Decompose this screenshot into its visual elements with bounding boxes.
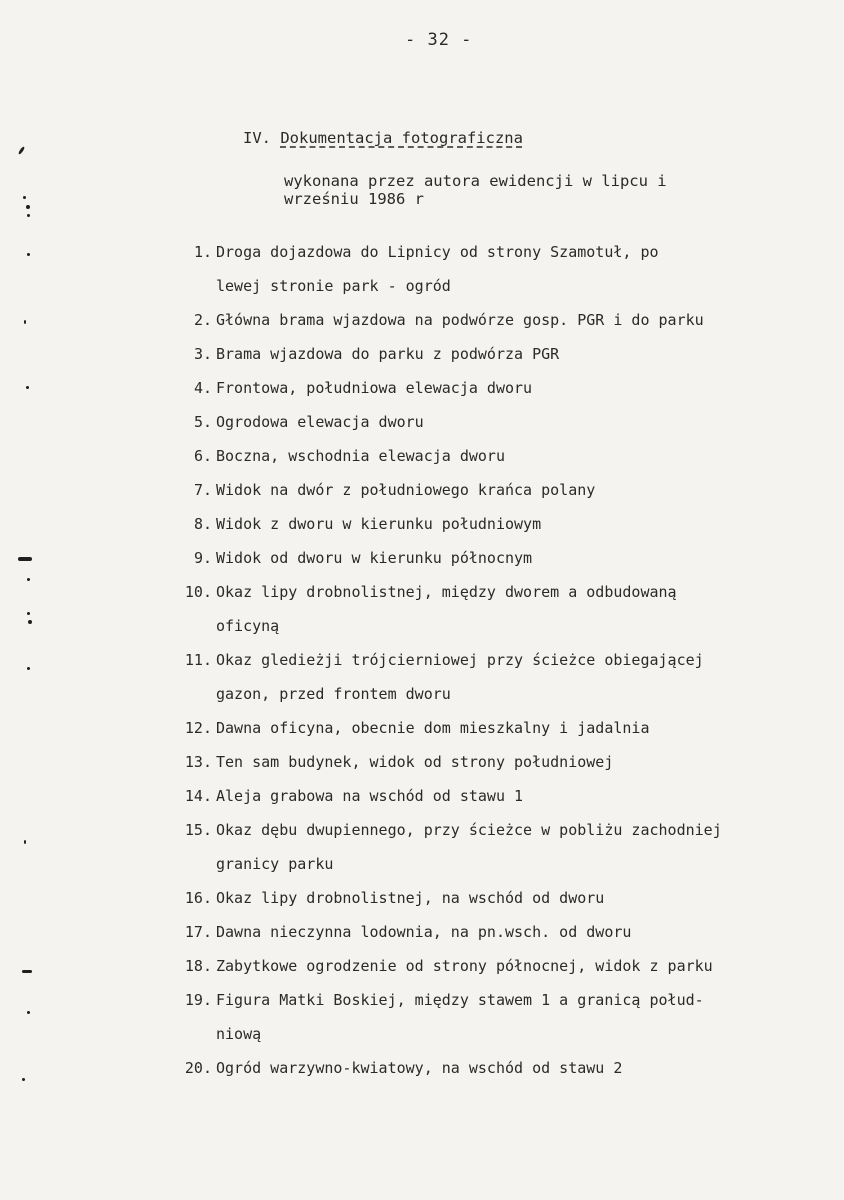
list-item: [172, 923, 631, 941]
item-number: 4.: [193, 379, 212, 397]
scan-mark: [22, 970, 32, 973]
item-text-continuation: granicy parku: [216, 855, 334, 873]
list-item: [172, 481, 595, 499]
scan-mark: [27, 667, 30, 670]
scan-mark: [27, 612, 30, 615]
item-number: 5.: [193, 413, 212, 431]
scan-mark: [22, 1078, 25, 1081]
item-number: 8.: [193, 515, 212, 533]
scan-mark: [24, 320, 26, 324]
item-number: 10.: [184, 583, 212, 601]
item-number: 13.: [184, 753, 212, 771]
list-item: [172, 787, 523, 805]
section-numeral: IV.: [243, 129, 271, 147]
item-text: Dawna oficyna, obecnie dom mieszkalny i jadalnia: [216, 719, 650, 737]
item-text: Główna brama wjazdowa na podwórze gosp. PGR i do parku: [216, 311, 704, 329]
list-item: [172, 379, 532, 397]
item-text: Okaz dębu dwupiennego, przy ścieżce w pobliżu zachodniej: [216, 821, 722, 839]
scan-mark: [27, 578, 30, 581]
item-text: Figura Matki Boskiej, między stawem 1 a granicą połud-: [216, 991, 704, 1009]
scan-mark: [24, 840, 26, 844]
list-item: [172, 243, 659, 261]
list-item: [172, 549, 532, 567]
list-item: [172, 1059, 622, 1077]
item-number: 11.: [184, 651, 212, 669]
list-item: [172, 889, 604, 907]
list-item: [172, 413, 424, 431]
item-number: 17.: [184, 923, 212, 941]
item-number: 6.: [193, 447, 212, 465]
section-subtitle: [284, 172, 667, 208]
item-text: Okaz lipy drobnolistnej, między dworem a odbudowaną: [216, 583, 677, 601]
item-text: Zabytkowe ogrodzenie od strony północnej, widok z parku: [216, 957, 713, 975]
list-item: [172, 957, 713, 975]
list-item: [172, 311, 704, 329]
item-text: Okaz gledieżji trójcierniowej przy ścieżce obiegającej: [216, 651, 704, 669]
item-text: Widok na dwór z południowego krańca polany: [216, 481, 596, 499]
list-item: [172, 991, 704, 1009]
item-number: 15.: [184, 821, 212, 839]
scan-mark: [26, 386, 29, 389]
item-text-continuation: lewej stronie park - ogród: [216, 277, 451, 295]
list-item: [172, 345, 559, 363]
list-item: [172, 583, 677, 601]
item-text-continuation: niową: [216, 1025, 262, 1043]
section-title: Dokumentacja fotograficzna: [280, 129, 523, 147]
list-item: [172, 719, 649, 737]
subtitle-line: wrześniu 1986 r: [284, 190, 424, 208]
list-item: [172, 447, 505, 465]
item-number: 19.: [184, 991, 212, 1009]
list-item: [172, 651, 704, 669]
item-text: Droga dojazdowa do Lipnicy od strony Szamotuł, po: [216, 243, 659, 261]
item-text: Brama wjazdowa do parku z podwórza PGR: [216, 345, 560, 363]
item-number: 20.: [184, 1059, 212, 1077]
item-text: Okaz lipy drobnolistnej, na wschód od dworu: [216, 889, 605, 907]
scan-mark: [27, 253, 30, 256]
item-number: 1.: [193, 243, 212, 261]
item-text: Widok z dworu w kierunku południowym: [216, 515, 542, 533]
item-number: 12.: [184, 719, 212, 737]
item-number: 14.: [184, 787, 212, 805]
list-item: [172, 515, 541, 533]
item-number: 18.: [184, 957, 212, 975]
item-text: Aleja grabowa na wschód od stawu 1: [216, 787, 524, 805]
item-text: Dawna nieczynna lodownia, na pn.wsch. od dworu: [216, 923, 632, 941]
scan-mark: [18, 557, 32, 561]
item-number: 3.: [193, 345, 212, 363]
item-text-continuation: gazon, przed frontem dworu: [216, 685, 451, 703]
item-text: Ogrodowa elewacja dworu: [216, 413, 424, 431]
scan-mark: [26, 205, 30, 209]
item-text-continuation: oficyną: [216, 617, 280, 635]
item-text: Boczna, wschodnia elewacja dworu: [216, 447, 505, 465]
item-number: 2.: [193, 311, 212, 329]
item-text: Ten sam budynek, widok od strony południowej: [216, 753, 614, 771]
scan-mark: [27, 1011, 30, 1014]
scan-mark: [18, 146, 26, 155]
item-text: Ogród warzywno-kwiatowy, na wschód od stawu 2: [216, 1059, 623, 1077]
item-number: 9.: [193, 549, 212, 567]
list-item: [172, 821, 722, 839]
item-text: Widok od dworu w kierunku północnym: [216, 549, 533, 567]
list-item: [172, 753, 613, 771]
scan-mark: [27, 214, 30, 217]
item-number: 16.: [184, 889, 212, 907]
subtitle-line: wykonana przez autora ewidencji w lipcu i: [284, 172, 667, 190]
item-number: 7.: [193, 481, 212, 499]
scan-mark: [28, 620, 32, 624]
item-text: Frontowa, południowa elewacja dworu: [216, 379, 533, 397]
scan-mark: [23, 196, 26, 199]
section-heading: [243, 129, 523, 147]
page-number: - 32 -: [405, 30, 473, 50]
